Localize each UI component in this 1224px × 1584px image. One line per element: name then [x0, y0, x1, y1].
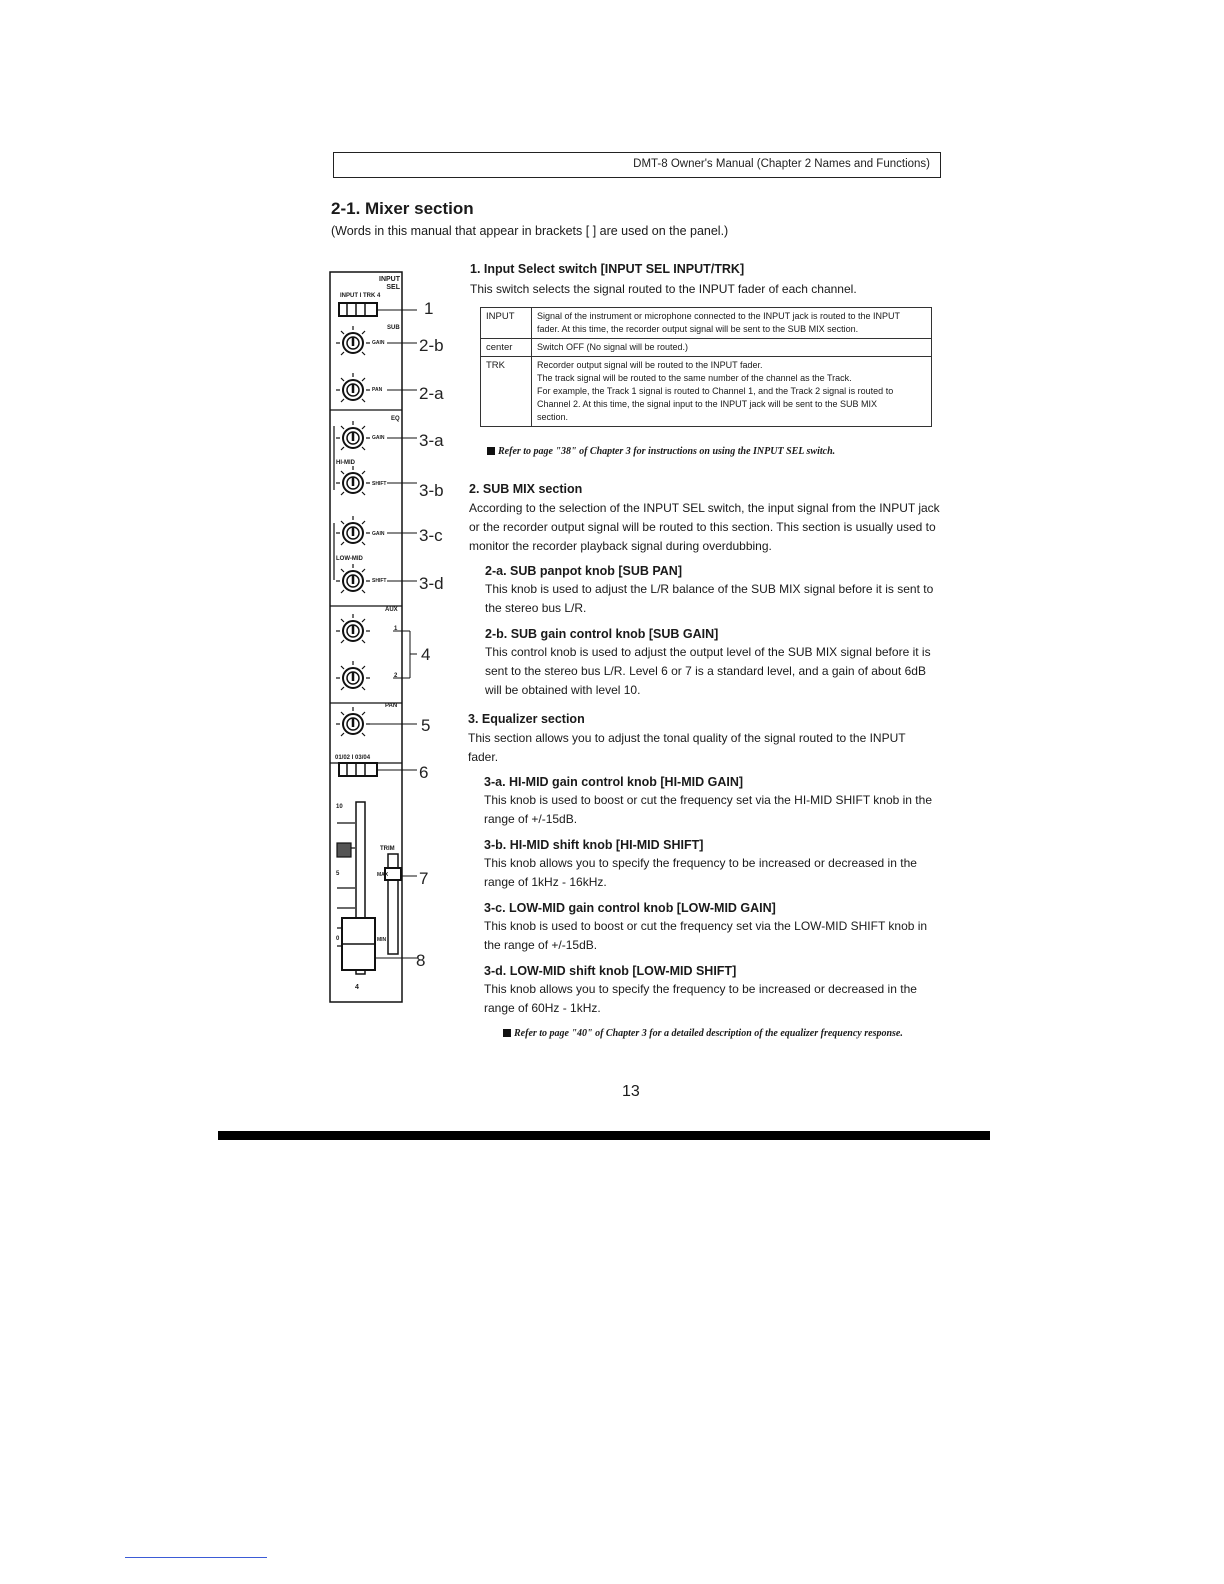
item3-text: This section allows you to adjust the tonal quality of the signal routed to the INPUT fader.: [468, 731, 906, 764]
panel-label-scale-10: 10: [336, 804, 343, 810]
panel-label-min: MIN: [377, 937, 387, 943]
callout-3d: 3-d: [419, 574, 444, 593]
panel-label-scale-5: 5: [336, 871, 340, 877]
callout-3b: 3-b: [419, 481, 444, 500]
callout-7: 7: [419, 869, 429, 888]
square-bullet-icon: [487, 447, 495, 455]
running-header: DMT-8 Owner's Manual (Chapter 2 Names and Functions): [633, 158, 930, 170]
table-line: Channel 2. At this time, the signal input to the INPUT jack will be sent to the SUB MIX: [537, 399, 878, 409]
table-key: TRK: [481, 357, 532, 427]
panel-label-himid-gain: GAIN: [372, 435, 385, 441]
panel-label-lowmid-shift: SHIFT: [372, 578, 387, 584]
item1-reference-text: Refer to page "38" of Chapter 3 for instructions on using the INPUT SEL switch.: [498, 446, 836, 457]
item1-text: This switch selects the signal routed to the INPUT fader of each channel.: [470, 282, 857, 296]
item3a-heading: 3-a. HI-MID gain control knob [HI-MID GAIN]: [484, 775, 744, 789]
footer-link-line: [125, 1557, 267, 1558]
header-box: [333, 152, 941, 178]
callout-3c: 3-c: [419, 526, 443, 545]
input-sel-table: [480, 307, 932, 427]
panel-label-sub-gain: GAIN: [372, 340, 385, 346]
item3b-heading: 3-b. HI-MID shift knob [HI-MID SHIFT]: [484, 838, 704, 852]
callout-2b: 2-b: [419, 336, 444, 355]
table-key: INPUT: [481, 308, 532, 339]
panel-label-pan: PAN: [385, 703, 398, 709]
item3-heading: 3. Equalizer section: [468, 712, 585, 726]
panel-label-lowmid-gain: GAIN: [372, 531, 385, 537]
table-line: Signal of the instrument or microphone connected to the INPUT jack is routed to the INPUT: [537, 311, 901, 321]
table-value: [532, 339, 932, 357]
panel-label-hi-mid: HI-MID: [336, 460, 355, 466]
item1-reference: [487, 446, 835, 457]
panel-label-input-sel: INPUT SEL: [379, 276, 400, 291]
table-row: [481, 339, 932, 357]
item3d-text: This knob allows you to specify the frequency to be increased or decreased in the range of 60Hz - 1kHz.: [484, 982, 917, 1015]
section-title: 2-1. Mixer section: [331, 199, 474, 218]
callout-6: 6: [419, 763, 429, 782]
table-value: [532, 357, 932, 427]
item2a-heading: 2-a. SUB panpot knob [SUB PAN]: [485, 564, 682, 578]
panel-label-input-trk: INPUT I TRK 4: [340, 293, 381, 299]
table-key: center: [481, 339, 532, 357]
channel-strip-diagram: [325, 268, 455, 1008]
table-line: fader. At this time, the recorder output signal will be sent to the SUB MIX section.: [537, 324, 859, 334]
table-line: Switch OFF (No signal will be routed.): [537, 342, 689, 352]
table-line: Recorder output signal will be routed to the INPUT fader.: [537, 360, 763, 370]
item3c-heading: 3-c. LOW-MID gain control knob [LOW-MID GAIN]: [484, 901, 776, 915]
panel-label-himid-shift: SHIFT: [372, 481, 387, 487]
page-number: 13: [622, 1083, 640, 1100]
item2a-text: This knob is used to adjust the L/R balance of the SUB MIX signal before it is sent to the stereo bus L/R.: [485, 582, 934, 615]
section-note: (Words in this manual that appear in brackets [ ] are used on the panel.): [331, 224, 729, 238]
panel-label-eq: EQ: [391, 416, 400, 422]
callout-4: 4: [421, 645, 431, 664]
item3c-text: This knob is used to boost or cut the frequency set via the LOW-MID SHIFT knob in the range of +/-15dB.: [484, 919, 928, 952]
callout-3a: 3-a: [419, 431, 444, 450]
table-line: section.: [537, 412, 569, 422]
table-row: [481, 308, 932, 339]
item3d-heading: 3-d. LOW-MID shift knob [LOW-MID SHIFT]: [484, 964, 737, 978]
square-bullet-icon: [503, 1029, 511, 1037]
panel-label-max: MAX: [377, 872, 389, 878]
item2-heading: 2. SUB MIX section: [469, 482, 583, 496]
item2-text: According to the selection of the INPUT SEL switch, the input signal from the INPUT jack or the recorder output signal will be routed to this section. This section is usually used to monitor the recorder playback signal during overdubbing.: [469, 501, 940, 553]
item3b-text: This knob allows you to specify the frequency to be increased or decreased in the range of 1kHz - 16kHz.: [484, 856, 917, 889]
panel-label-sub-pan: PAN: [372, 387, 383, 393]
panel-label-aux1: 1: [394, 626, 398, 632]
panel-label-scale-0: 0: [336, 936, 340, 942]
item2b-heading: 2-b. SUB gain control knob [SUB GAIN]: [485, 627, 719, 641]
item3a-text: This knob is used to boost or cut the frequency set via the HI-MID SHIFT knob in the range of +/-15dB.: [484, 793, 932, 826]
table-row: [481, 357, 932, 427]
callout-5: 5: [421, 716, 431, 735]
panel-label-bus: 01/02 I 03/04: [335, 755, 371, 761]
item3-reference: [503, 1028, 903, 1039]
panel-label-channel: 4: [355, 984, 359, 991]
item2b-text: This control knob is used to adjust the output level of the SUB MIX signal before it is sent to the stereo bus L/R. Level 6 or 7 is a standard level, and a gain of about 6dB will be obtained with level 10.: [485, 645, 931, 697]
callout-8: 8: [416, 951, 426, 970]
panel-label-sub: SUB: [387, 325, 400, 331]
item3-reference-text: Refer to page "40" of Chapter 3 for a detailed description of the equalizer frequency response.: [514, 1028, 903, 1039]
bottom-rule: [218, 1131, 990, 1140]
callout-1: 1: [424, 299, 434, 318]
table-line: The track signal will be routed to the same number of the channel as the Track.: [537, 373, 852, 383]
panel-label-aux2: 2: [394, 673, 398, 679]
item1-heading: 1. Input Select switch [INPUT SEL INPUT/TRK]: [470, 262, 745, 276]
panel-label-aux: AUX: [385, 607, 398, 613]
callout-2a: 2-a: [419, 384, 444, 403]
table-line: For example, the Track 1 signal is routed to Channel 1, and the Track 2 signal is routed to: [537, 386, 894, 396]
panel-label-low-mid: LOW-MID: [336, 556, 363, 562]
panel-label-trim: TRIM: [380, 846, 395, 852]
table-value: [532, 308, 932, 339]
